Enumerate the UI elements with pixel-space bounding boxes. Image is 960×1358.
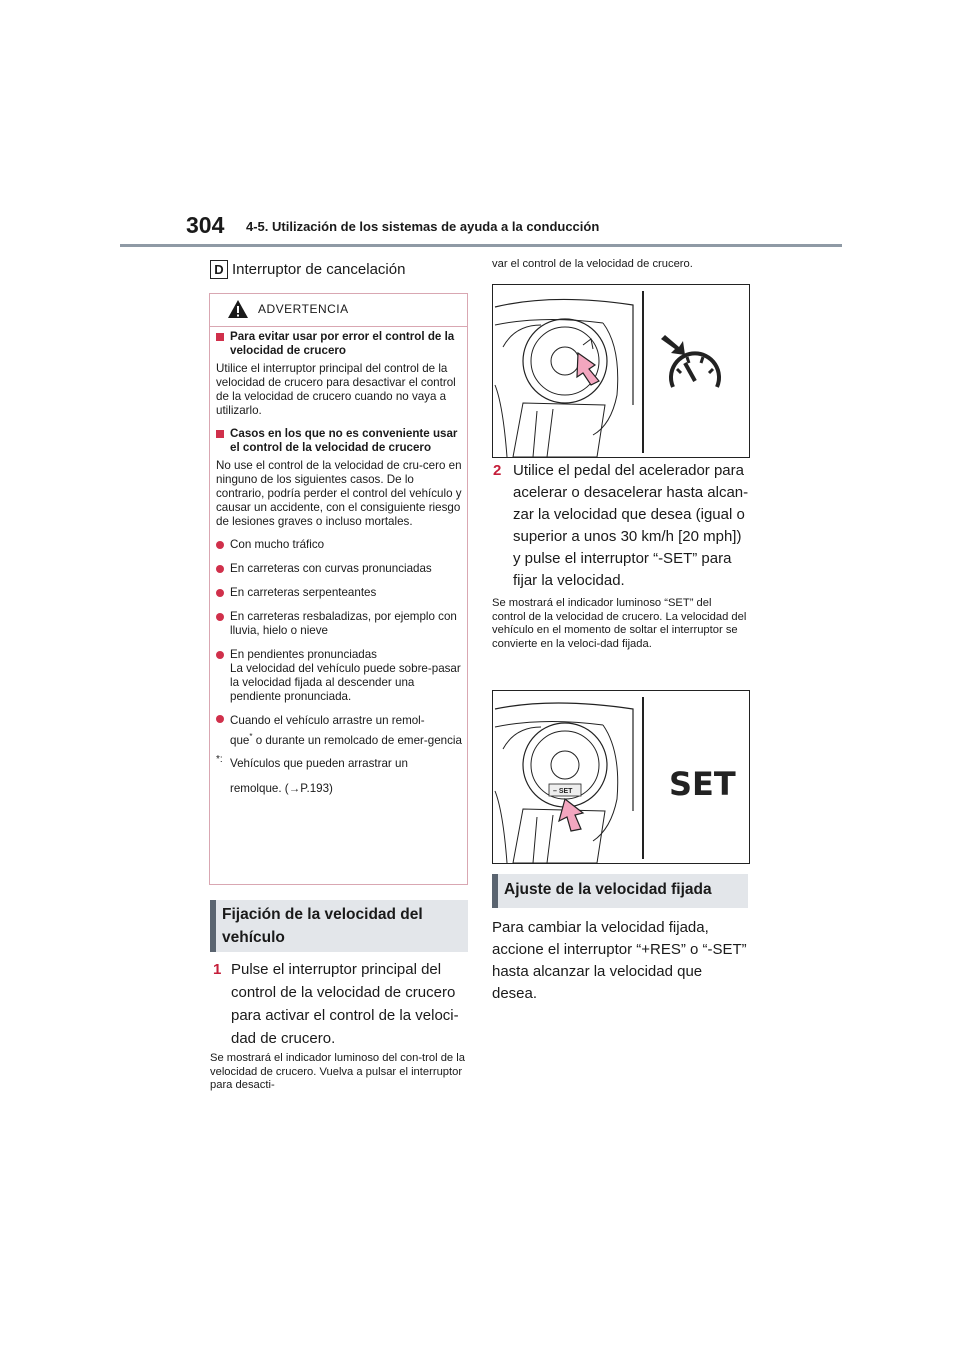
adjust-speed-text: Para cambiar la velocidad fijada, accione el interruptor “+RES” o “-SET” hasta alcanzar la velocidad que desea. xyxy=(492,919,747,1002)
warning-bullet-2: En carreteras con curvas pronunciadas xyxy=(216,562,462,576)
callout-marker-d: D xyxy=(210,260,228,279)
warning-header xyxy=(210,294,467,327)
step-2-text: Utilice el pedal del acelerador para acelerar o desacelerar hasta alcan-zar la velocidad que desea (igual o superior a unos 30 km/h [20 mph]) y pulse el interruptor “-SET” para fijar la velocidad. xyxy=(513,462,749,589)
step-1-note: Se mostrará el indicador luminoso del con-trol de la velocidad de crucero. Vuelva a pulsar el interruptor para desacti- xyxy=(210,1052,465,1091)
warning-bullet-6-cont-b: o durante un remolcado de emer-gencia xyxy=(252,733,462,747)
warning-item-body-1: Utilice el interruptor principal del control de la velocidad de crucero para desactivar el control de la velocidad de crucero cuando no vaya a utilizarlo. xyxy=(216,362,456,417)
footnote-mark: *: xyxy=(216,753,223,765)
continued-text: var el control de la velocidad de crucero. xyxy=(492,258,693,270)
section-title: 4-5. Utilización de los sistemas de ayuda a la conducción xyxy=(246,219,600,234)
step-1 xyxy=(213,958,469,1058)
warning-footnote xyxy=(216,754,462,804)
warning-title: ADVERTENCIA xyxy=(258,302,349,316)
warning-triangle-icon xyxy=(227,299,249,319)
warning-bullet-1: Con mucho tráfico xyxy=(216,538,462,552)
step-2-number: 2 xyxy=(493,462,502,479)
set-indicator-text: SET xyxy=(669,765,736,803)
warning-bullet-6-cont-a: que xyxy=(230,733,250,747)
footnote-text-a: Vehículos que pueden arrastrar un xyxy=(230,756,408,770)
callout-label-d: Interruptor de cancelación xyxy=(232,261,406,278)
warning-bullet-3: En carreteras serpenteantes xyxy=(216,586,462,600)
section-heading-right: Ajuste de la velocidad fijada xyxy=(504,881,712,898)
warning-bullet-6-text: Cuando el vehículo arrastre un remol- xyxy=(230,714,425,727)
press-arrow-icon xyxy=(577,353,599,385)
footnote-text-b: remolque. (→P.193) xyxy=(230,781,333,795)
step-1-text: Pulse el interruptor principal del control de la velocidad de crucero para activar el control de la veloci-dad de crucero. xyxy=(231,961,459,1047)
header-rule xyxy=(120,244,842,247)
steering-switch-illustration xyxy=(493,285,749,457)
warning-bullet-6-continuation xyxy=(230,730,462,748)
cruise-speedometer-icon xyxy=(661,335,719,387)
section-heading-box-left xyxy=(210,900,468,952)
warning-item-heading-2: Casos en los que no es conveniente usar el control de la velocidad de crucero xyxy=(216,427,462,455)
asterisk-superscript: * xyxy=(249,732,253,741)
warning-item-body-2: No use el control de la velocidad de cru-cero en ninguno de los siguientes casos. De lo contrario, podría perder el control del vehículo y causar un accidente, con el consiguiente riesgo de lesiones graves o incluso mortales. xyxy=(216,459,462,528)
warning-box xyxy=(209,293,468,885)
step-2-note: Se mostrará el indicador luminoso “SET” del control de la velocidad de crucero. La velocidad del vehículo en el momento de soltar el interruptor se convierte en la veloci-dad fijada. xyxy=(492,597,747,650)
figure-cruise-switch-main xyxy=(492,284,750,458)
steering-switch-set-illustration xyxy=(493,691,749,863)
warning-body xyxy=(216,330,462,804)
warning-bullet-5-detail: La velocidad del vehículo puede sobre-pasar la velocidad fijada al descender una pendiente pronunciada. xyxy=(230,662,461,703)
warning-item-heading-1: Para evitar usar por error el control de la velocidad de crucero xyxy=(216,330,462,358)
warning-bullet-5-text: En pendientes pronunciadas xyxy=(230,648,377,661)
section-heading-left: Fijación de la velocidad del vehículo xyxy=(222,906,423,946)
section-heading-box-right xyxy=(492,874,748,908)
warning-bullet-6 xyxy=(216,712,462,748)
step-2 xyxy=(493,460,753,596)
page-number: 304 xyxy=(186,212,225,238)
warning-bullet-5 xyxy=(216,648,462,704)
figure-set-switch xyxy=(492,690,750,864)
warning-bullet-4: En carreteras resbaladizas, por ejemplo con lluvia, hielo o nieve xyxy=(216,610,462,638)
set-button-label: – SET xyxy=(553,788,573,795)
press-arrow-icon xyxy=(559,799,583,831)
step-1-number: 1 xyxy=(213,961,222,978)
